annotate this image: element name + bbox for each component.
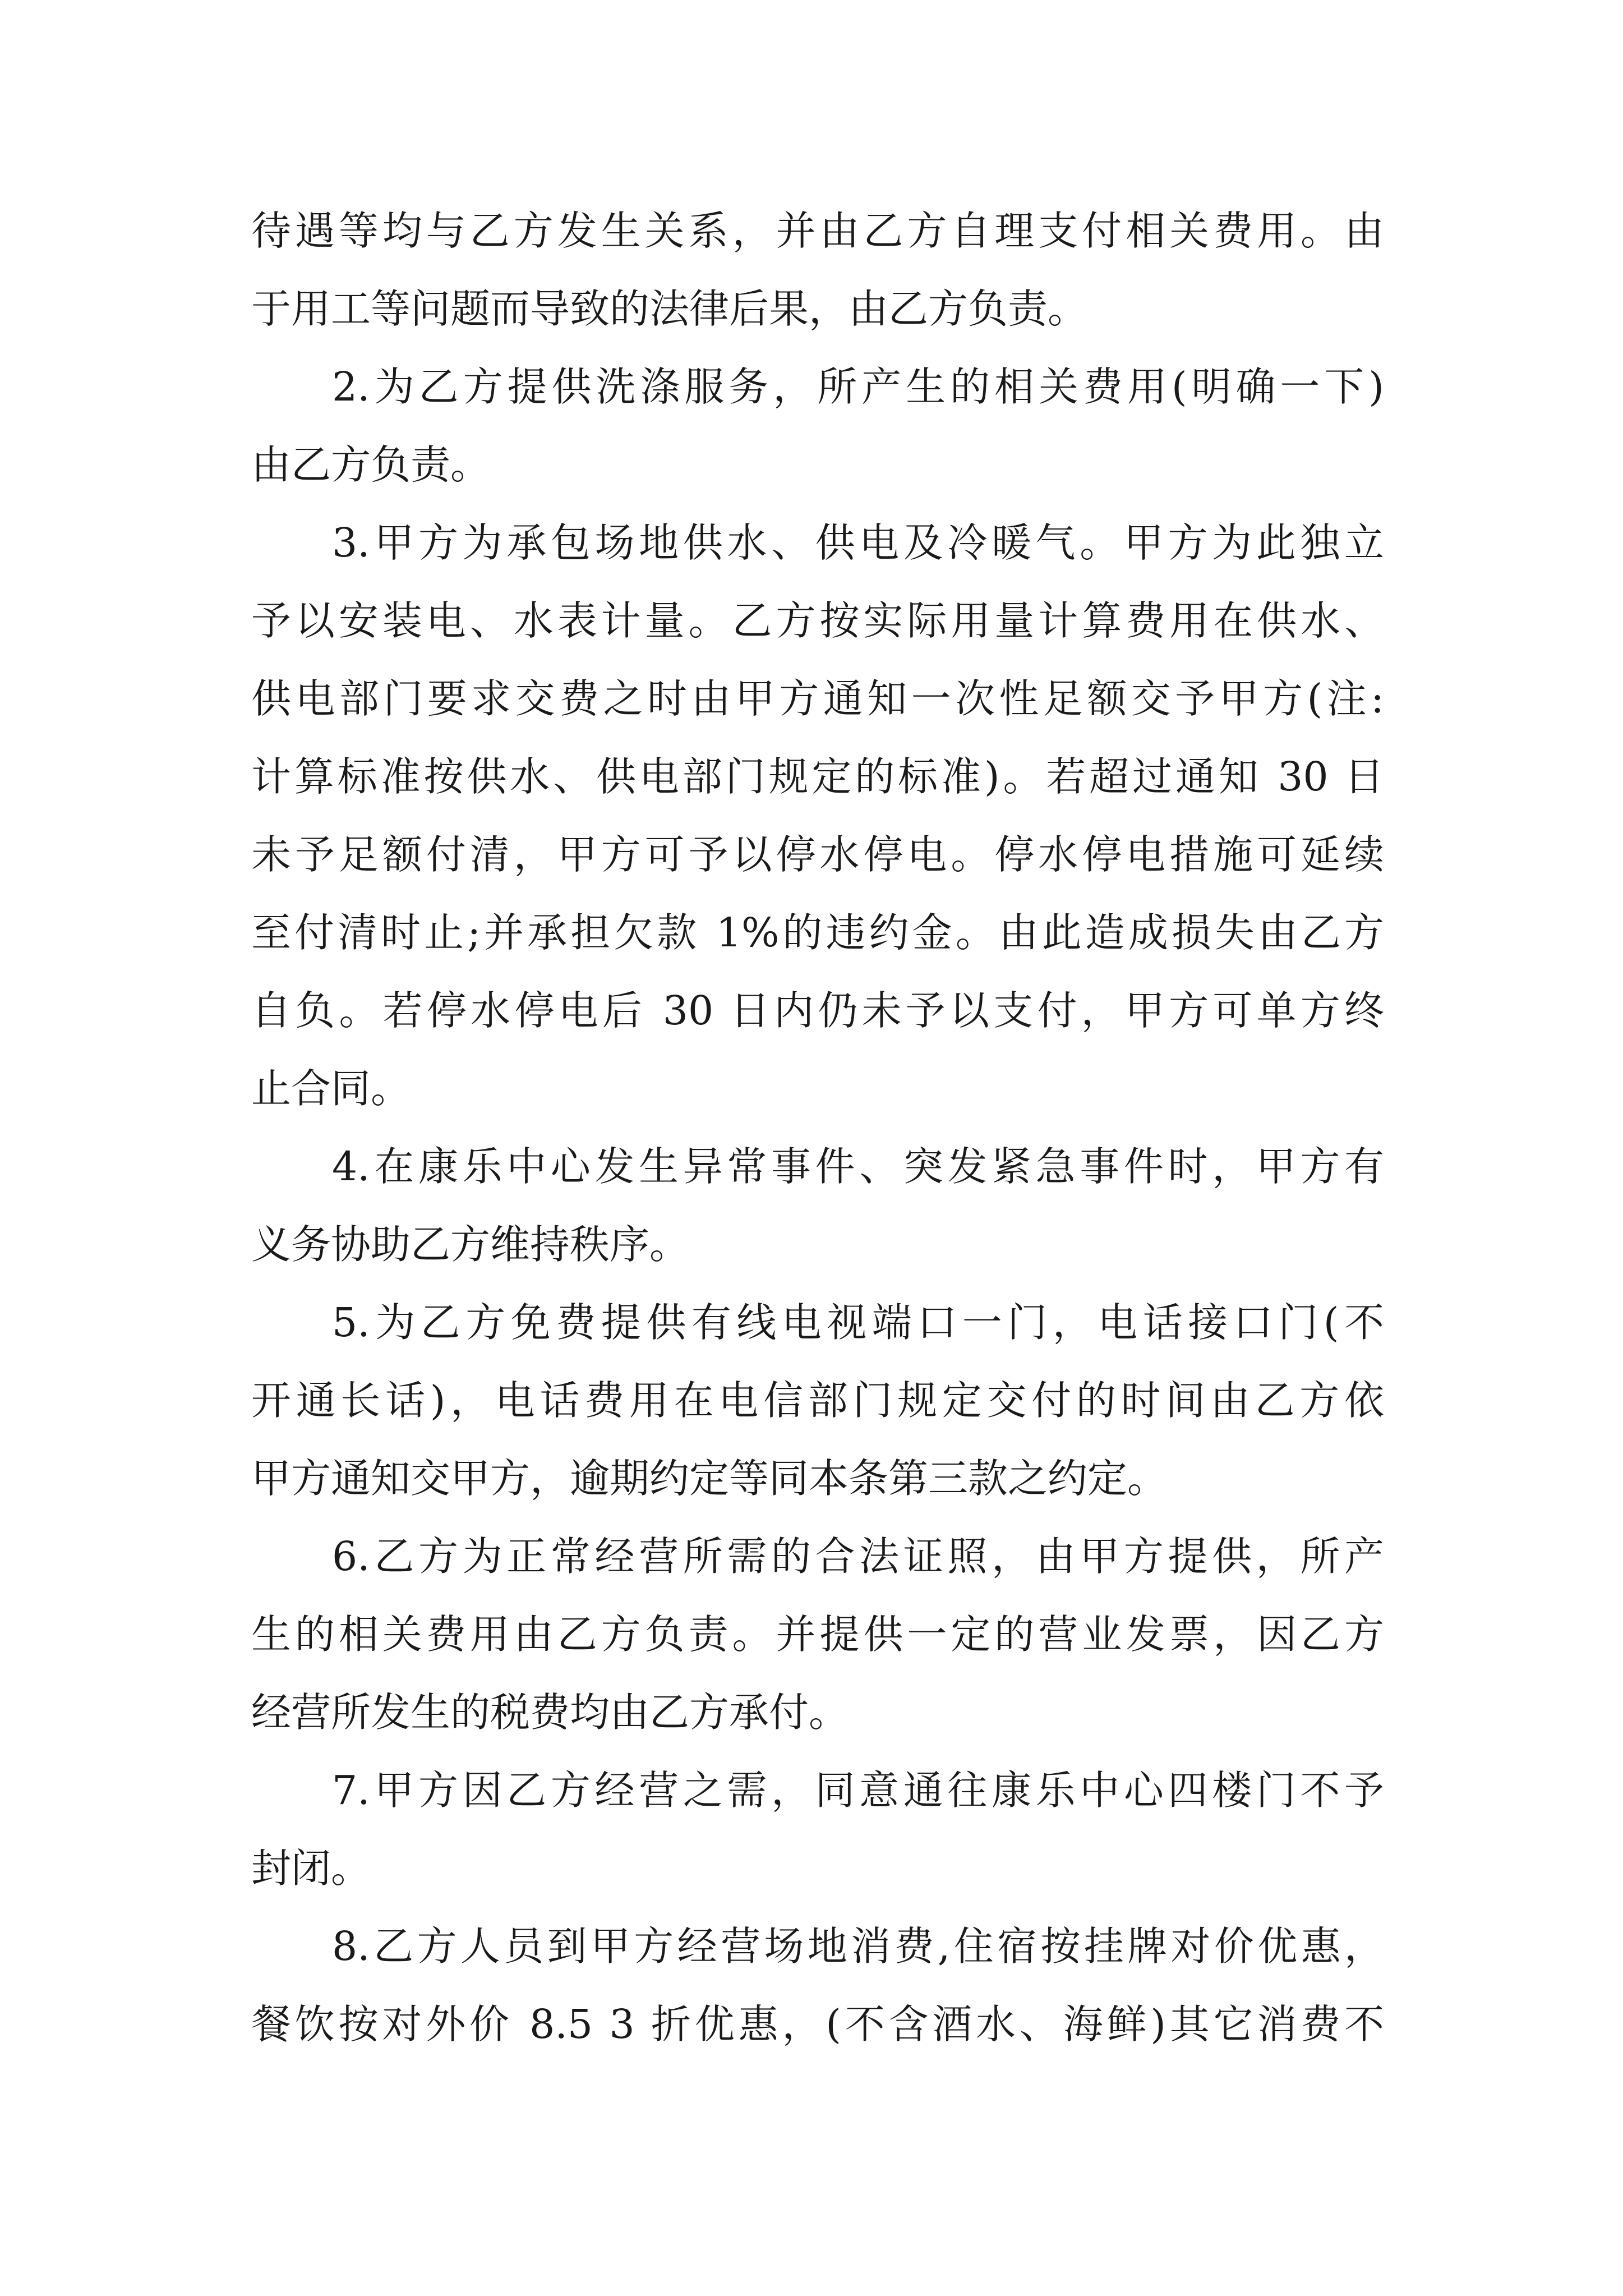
text-line-3: 2.为乙方提供洗涤服务，所产生的相关费用(明确一下) — [332, 364, 1384, 410]
text-line-22: 封闭。 — [251, 1845, 371, 1892]
text-line-16: 开通长话)，电话费用在电信部门规定交付的时间由乙方依 — [251, 1377, 1384, 1424]
text-line-24: 餐饮按对外价 8.5 3 折优惠，(不含酒水、海鲜)其它消费不 — [251, 2001, 1384, 2047]
text-line-21: 7.甲方因乙方经营之需，同意通往康乐中心四楼门不予 — [332, 1767, 1384, 1814]
text-line-9: 未予足额付清，甲方可予以停水停电。停水停电措施可延续 — [251, 831, 1384, 878]
text-line-14: 义务协助乙方维持秩序。 — [251, 1221, 690, 1268]
text-line-5: 3.甲方为承包场地供水、供电及冷暖气。甲方为此独立 — [332, 519, 1384, 566]
text-line-8: 计算标准按供水、供电部门规定的标准)。若超过通知 30 日 — [251, 753, 1384, 800]
text-line-12: 止合同。 — [251, 1065, 411, 1112]
text-line-18: 6.乙方为正常经营所需的合法证照，由甲方提供，所产 — [332, 1533, 1384, 1580]
text-line-1: 待遇等均与乙方发生关系，并由乙方自理支付相关费用。由 — [251, 208, 1384, 254]
text-line-4: 由乙方负责。 — [251, 441, 491, 488]
text-line-10: 至付清时止;并承担欠款 1%的违约金。由此造成损失由乙方 — [251, 909, 1384, 956]
text-line-7: 供电部门要求交费之时由甲方通知一次性足额交予甲方(注: — [251, 675, 1384, 722]
text-line-2: 于用工等问题而导致的法律后果，由乙方负责。 — [251, 286, 1088, 332]
text-line-17: 甲方通知交甲方，逾期约定等同本条第三款之约定。 — [251, 1455, 1168, 1502]
text-line-13: 4.在康乐中心发生异常事件、突发紧急事件时，甲方有 — [332, 1143, 1384, 1190]
text-line-11: 自负。若停水停电后 30 日内仍未予以支付，甲方可单方终 — [251, 987, 1384, 1034]
text-line-23: 8.乙方人员到甲方经营场地消费,住宿按挂牌对价优惠， — [332, 1923, 1384, 1970]
text-line-19: 生的相关费用由乙方负责。并提供一定的营业发票，因乙方 — [251, 1611, 1384, 1658]
text-line-15: 5.为乙方免费提供有线电视端口一门，电话接口门(不 — [332, 1299, 1384, 1346]
text-line-6: 予以安装电、水表计量。乙方按实际用量计算费用在供水、 — [251, 597, 1384, 644]
text-line-20: 经营所发生的税费均由乙方承付。 — [251, 1689, 849, 1736]
